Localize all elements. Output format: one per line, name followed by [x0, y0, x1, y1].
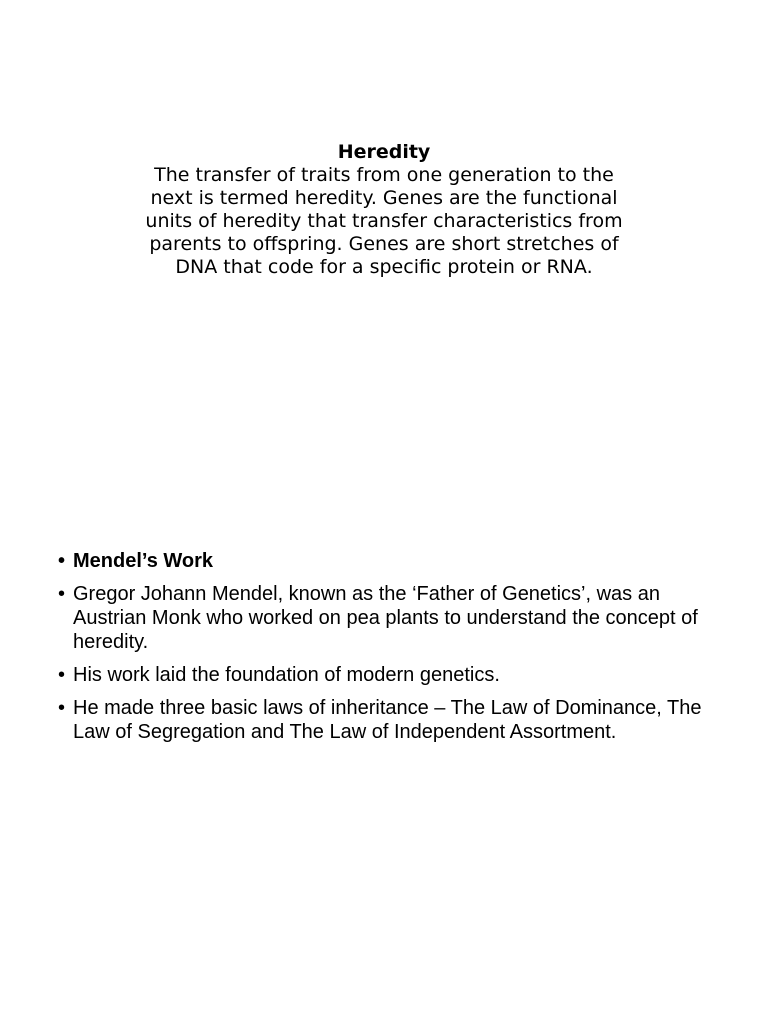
- bullet-text: Gregor Johann Mendel, known as the ‘Father of Genetics’, was an Austrian Monk who worked on pea plants to understand the concept of heredity.: [73, 583, 698, 653]
- bullet-marker: •: [58, 550, 66, 572]
- intro-line-4: parents to offspring. Genes are short stretches of: [149, 233, 619, 255]
- heredity-section: [100, 141, 668, 279]
- intro-line-2: next is termed heredity. Genes are the functional: [150, 187, 618, 209]
- intro-line-3: units of heredity that transfer characteristics from: [145, 210, 623, 232]
- bullet-item-foundation: [58, 663, 723, 687]
- bullet-marker: •: [58, 697, 66, 719]
- intro-line-5: DNA that code for a specific protein or RNA.: [175, 256, 593, 278]
- bullet-marker: •: [58, 664, 66, 686]
- section-heading: Heredity: [337, 141, 431, 163]
- bullet-list: [58, 549, 723, 753]
- bullet-item-gregor-mendel: [58, 582, 723, 654]
- intro-line-1: The transfer of traits from one generation to the: [154, 164, 614, 186]
- bullet-marker: •: [58, 583, 66, 605]
- bullet-item-laws: [58, 696, 723, 744]
- bullet-item-mendels-work: [58, 549, 723, 573]
- bullet-text: Mendel’s Work: [73, 550, 214, 572]
- bullet-text: He made three basic laws of inheritance – The Law of Dominance, The Law of Segregation and The Law of Independent Assortment.: [73, 697, 702, 743]
- bullet-text: His work laid the foundation of modern genetics.: [73, 664, 500, 686]
